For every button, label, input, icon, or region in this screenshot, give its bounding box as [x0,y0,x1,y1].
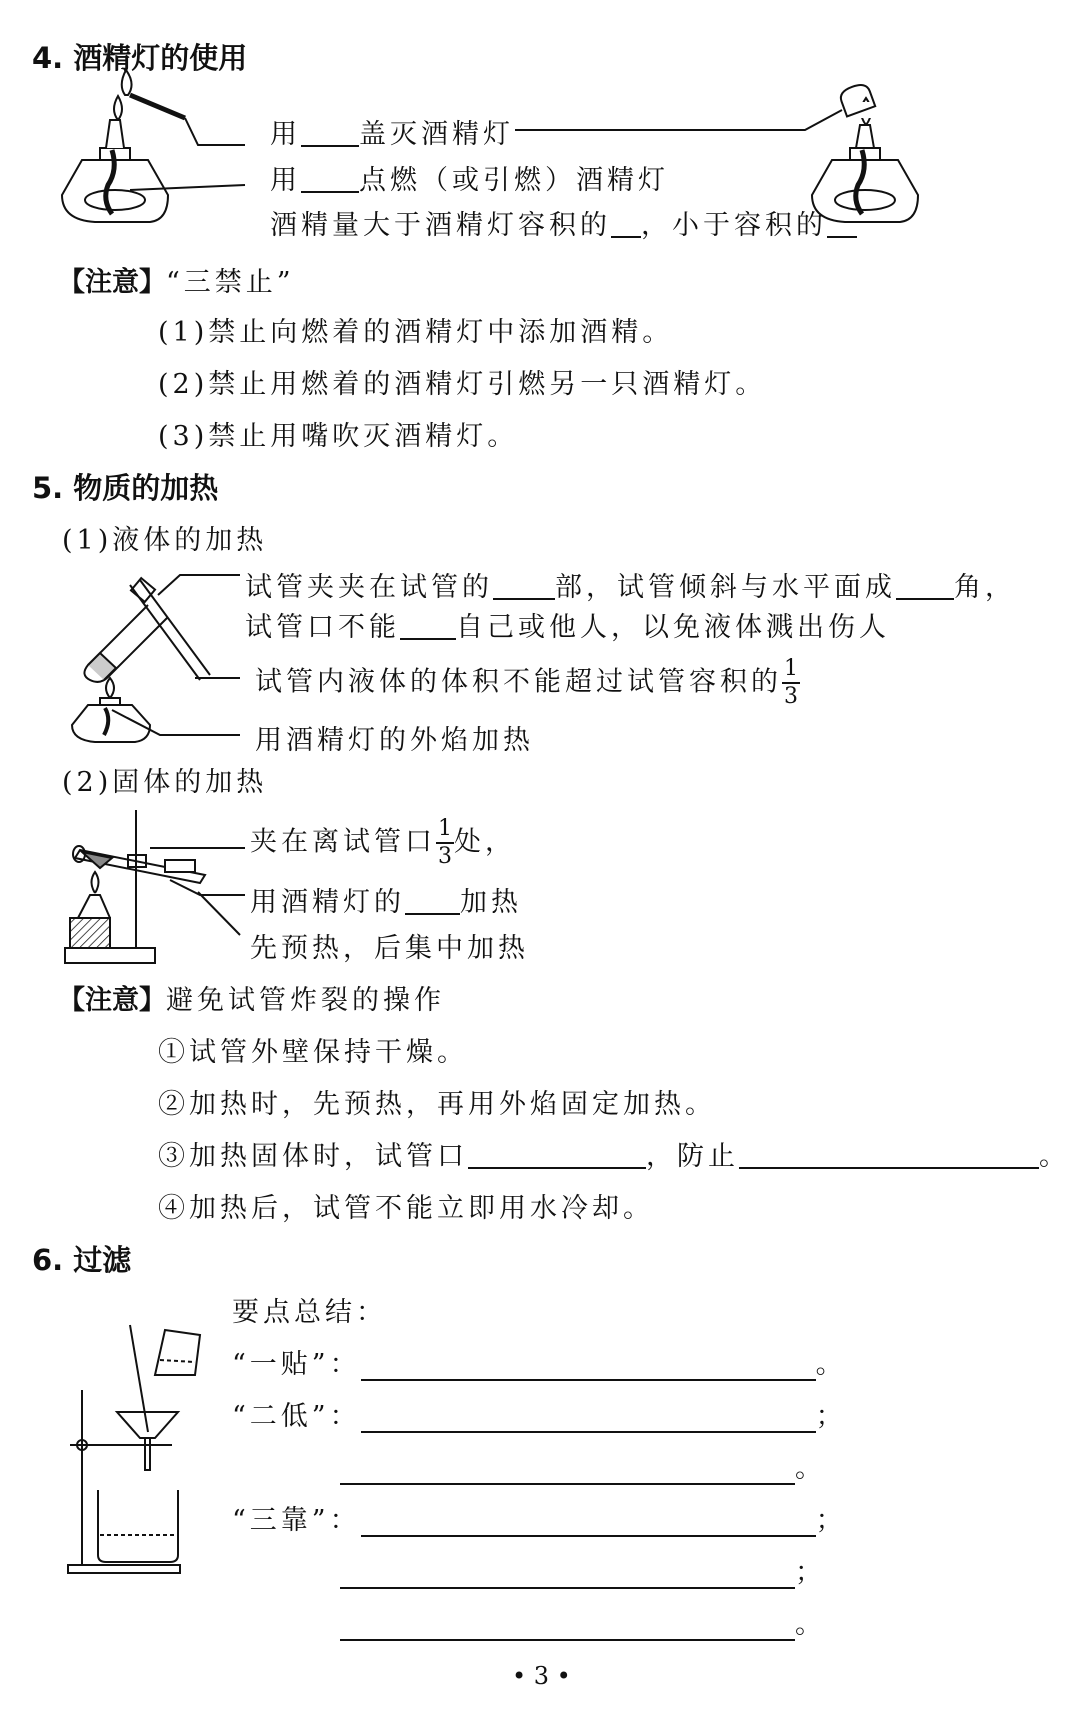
erdi-row-2: 。 [340,1446,826,1485]
filtration-apparatus-icon [68,1325,200,1573]
liquid-line-1: 试管夹夹在试管的 部，试管倾斜与水平面成 角， [245,572,1016,603]
blank-extinguish-tool[interactable] [301,118,359,147]
heating-item-4: ④加热后，试管不能立即用水冷却。 [158,1193,654,1224]
blank-sankao-1[interactable] [361,1508,816,1537]
liquid-line-2: 试管口不能 自己或他人，以免液体溅出伤人 [245,612,890,643]
solid-line-3: 先预热，后集中加热 [250,933,529,964]
liquid-line-4: 用酒精灯的外焰加热 [255,725,534,756]
blank-yitie[interactable] [361,1352,816,1381]
liquid-heating-title: (1)液体的加热 [62,525,268,556]
solid-heating-title: (2)固体的加热 [62,767,268,798]
blank-tube-direction[interactable] [400,611,456,640]
blank-tilt-angle[interactable] [896,571,954,600]
rule-3: (3)禁止用嘴吹灭酒精灯。 [158,421,519,452]
solid-line-2: 用酒精灯的 加热 [250,887,522,918]
blank-erdi-2[interactable] [340,1456,795,1485]
fraction-one-third: $\frac{1}{3}$ [784,656,798,709]
alcohol-lamp-left-icon [62,70,185,222]
yitie-row: “一贴”： 。 [232,1349,847,1380]
solid-line-1: 夹在离试管口 $\frac{1}{3}$ 处， [250,816,516,869]
sankao-row-1: “三靠”： ； [232,1505,847,1536]
heating-item-1: ①试管外壁保持干燥。 [158,1037,468,1068]
lamp-line-ignite: 用 点燃（或引燃）酒精灯 [270,165,669,196]
blank-tube-mouth[interactable] [468,1140,646,1169]
rule-1: (1)禁止向燃着的酒精灯中添加酒精。 [158,317,674,348]
liquid-line-3: 试管内液体的体积不能超过试管容积的 $\frac{1}{3}$ [255,656,798,709]
section-4-heading: 4. 酒精灯的使用 [32,41,248,75]
section-5-heading: 5. 物质的加热 [32,471,219,505]
page-number: • 3 • [512,1662,571,1690]
section-4-note: 【注意】“三禁止” [58,267,295,298]
blank-flame-part[interactable] [405,886,460,915]
blank-sankao-2[interactable] [340,1560,795,1589]
blank-max-volume[interactable] [827,209,857,238]
heating-item-2: ②加热时，先预热，再用外焰固定加热。 [158,1089,716,1120]
alcohol-lamp-right-icon [812,82,918,222]
lamp-line-volume: 酒精量大于酒精灯容积的 ，小于容积的 [270,203,857,242]
test-tube-liquid-heating-icon [72,578,210,742]
summary-title: 要点总结： [232,1297,387,1328]
sankao-row-3: 。 [340,1602,826,1641]
fraction-one-third-solid: $\frac{1}{3}$ [438,816,452,869]
heating-item-3: ③加热固体时，试管口 ，防止 。 [158,1141,1070,1172]
section-5-note: 【注意】避免试管炸裂的操作 [58,985,445,1016]
blank-sankao-3[interactable] [340,1612,795,1641]
section-6-heading: 6. 过滤 [32,1243,132,1277]
blank-min-volume[interactable] [611,209,641,238]
blank-erdi-1[interactable] [361,1404,816,1433]
sankao-row-2: ； [340,1550,826,1589]
lamp-line-extinguish: 用 盖灭酒精灯 [270,119,514,150]
blank-prevent[interactable] [739,1140,1039,1169]
blank-clamp-position[interactable] [493,571,555,600]
rule-2: (2)禁止用燃着的酒精灯引燃另一只酒精灯。 [158,369,767,400]
blank-ignite-tool[interactable] [301,164,359,193]
erdi-row-1: “二低”： ； [232,1401,847,1432]
